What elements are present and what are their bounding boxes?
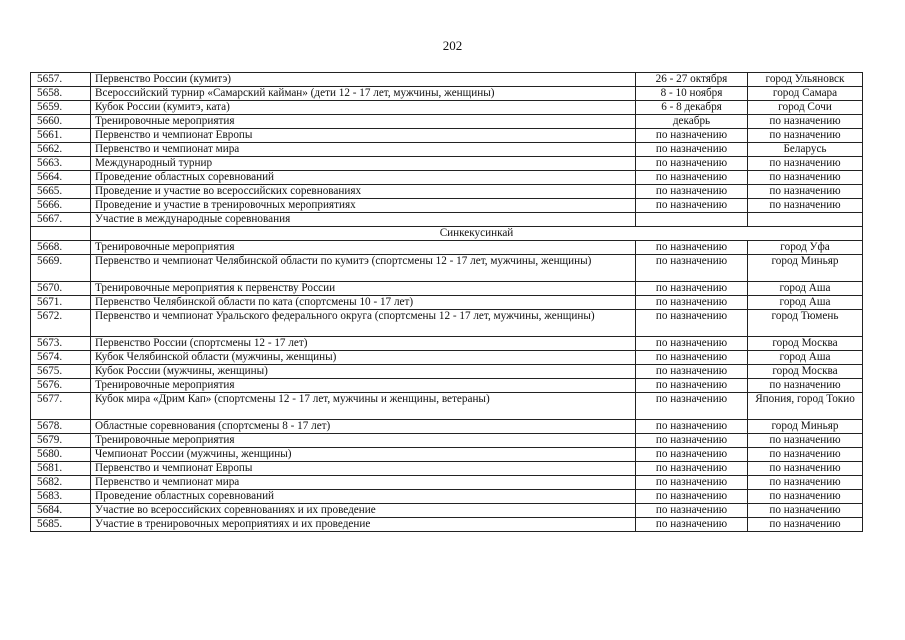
row-number: 5677.: [31, 393, 91, 420]
event-place: по назначению: [748, 115, 863, 129]
table-row: [31, 296, 863, 310]
event-date: по назначению: [636, 504, 748, 518]
event-date: по назначению: [636, 255, 748, 282]
event-place: по назначению: [748, 518, 863, 532]
event-place: город Аша: [748, 351, 863, 365]
table-row: [31, 87, 863, 101]
row-number: 5682.: [31, 476, 91, 490]
table-row: [31, 185, 863, 199]
events-table-body-b: [31, 241, 863, 532]
table-row: [31, 310, 863, 337]
event-name: Участие в международные соревнования: [91, 213, 636, 227]
event-place: по назначению: [748, 199, 863, 213]
event-place: город Ульяновск: [748, 73, 863, 87]
event-name: Международный турнир: [91, 157, 636, 171]
event-place: город Уфа: [748, 241, 863, 255]
event-date: по назначению: [636, 129, 748, 143]
page-number: 202: [442, 38, 463, 53]
row-number: 5662.: [31, 143, 91, 157]
event-name: Первенство и чемпионат Уральского федерального округа (спортсмены 12 - 17 лет, мужчины, женщины): [91, 310, 636, 337]
event-place: город Сочи: [748, 101, 863, 115]
row-number: 5667.: [31, 213, 91, 227]
event-date: по назначению: [636, 476, 748, 490]
events-table: [30, 72, 863, 532]
event-name: Кубок Челябинской области (мужчины, женщины): [91, 351, 636, 365]
table-row: [31, 282, 863, 296]
row-number: 5679.: [31, 434, 91, 448]
event-place: город Самара: [748, 87, 863, 101]
event-place: по назначению: [748, 490, 863, 504]
table-row: [31, 490, 863, 504]
event-date: по назначению: [636, 185, 748, 199]
event-place: город Миньяр: [748, 255, 863, 282]
event-date: по назначению: [636, 462, 748, 476]
event-place: по назначению: [748, 504, 863, 518]
event-name: Тренировочные мероприятия: [91, 379, 636, 393]
event-name: Проведение областных соревнований: [91, 490, 636, 504]
table-row: [31, 462, 863, 476]
event-date: 8 - 10 ноября: [636, 87, 748, 101]
table-row: [31, 101, 863, 115]
row-number: 5660.: [31, 115, 91, 129]
table-row: [31, 504, 863, 518]
table-row: [31, 420, 863, 434]
event-name: Кубок России (мужчины, женщины): [91, 365, 636, 379]
event-date: по назначению: [636, 448, 748, 462]
row-number: 5664.: [31, 171, 91, 185]
event-date: по назначению: [636, 490, 748, 504]
event-place: [748, 213, 863, 227]
table-row: [31, 157, 863, 171]
row-number: 5666.: [31, 199, 91, 213]
row-number: 5663.: [31, 157, 91, 171]
table-row: [31, 73, 863, 87]
row-number: 5683.: [31, 490, 91, 504]
event-place: город Москва: [748, 365, 863, 379]
event-date: по назначению: [636, 310, 748, 337]
event-place: по назначению: [748, 185, 863, 199]
table-row: [31, 393, 863, 420]
row-number: 5675.: [31, 365, 91, 379]
table-row: [31, 241, 863, 255]
event-name: Проведение и участие во всероссийских соревнованиях: [91, 185, 636, 199]
table-row: [31, 365, 863, 379]
event-date: по назначению: [636, 379, 748, 393]
event-name: Всероссийский турнир «Самарский кайман» (дети 12 - 17 лет, мужчины, женщины): [91, 87, 636, 101]
event-date: по назначению: [636, 337, 748, 351]
row-number: 5671.: [31, 296, 91, 310]
event-name: Первенство и чемпионат мира: [91, 143, 636, 157]
table-row: [31, 448, 863, 462]
table-row: [31, 476, 863, 490]
event-place: по назначению: [748, 448, 863, 462]
row-number: 5657.: [31, 73, 91, 87]
event-name: Первенство Челябинской области по ката (спортсмены 10 - 17 лет): [91, 296, 636, 310]
section-header: [31, 227, 863, 241]
row-number: 5681.: [31, 462, 91, 476]
event-date: по назначению: [636, 518, 748, 532]
event-name: Первенство и чемпионат мира: [91, 476, 636, 490]
event-name: Областные соревнования (спортсмены 8 - 17 лет): [91, 420, 636, 434]
section-title: Синкекусинкай: [91, 227, 863, 241]
table-row: [31, 171, 863, 185]
events-table-body-a: [31, 73, 863, 227]
row-number: 5670.: [31, 282, 91, 296]
row-number: 5676.: [31, 379, 91, 393]
table-row: [31, 115, 863, 129]
event-name: Проведение областных соревнований: [91, 171, 636, 185]
event-name: Кубок России (кумитэ, ката): [91, 101, 636, 115]
event-place: по назначению: [748, 379, 863, 393]
event-name: Участие в тренировочных мероприятиях и их проведение: [91, 518, 636, 532]
event-name: Первенство и чемпионат Европы: [91, 462, 636, 476]
table-row: [31, 255, 863, 282]
event-name: Кубок мира «Дрим Кап» (спортсмены 12 - 17 лет, мужчины и женщины, ветераны): [91, 393, 636, 420]
event-place: Япония, город Токио: [748, 393, 863, 420]
table-row: [31, 434, 863, 448]
row-number: 5674.: [31, 351, 91, 365]
event-place: по назначению: [748, 157, 863, 171]
event-place: город Тюмень: [748, 310, 863, 337]
event-place: по назначению: [748, 129, 863, 143]
event-date: по назначению: [636, 143, 748, 157]
event-name: Тренировочные мероприятия к первенству России: [91, 282, 636, 296]
event-date: по назначению: [636, 157, 748, 171]
event-name: Участие во всероссийских соревнованиях и их проведение: [91, 504, 636, 518]
table-row: [31, 213, 863, 227]
table-row: [31, 351, 863, 365]
event-name: Тренировочные мероприятия: [91, 434, 636, 448]
event-date: по назначению: [636, 351, 748, 365]
row-number: 5668.: [31, 241, 91, 255]
event-date: по назначению: [636, 171, 748, 185]
row-number: 5658.: [31, 87, 91, 101]
event-place: по назначению: [748, 434, 863, 448]
row-number: 5678.: [31, 420, 91, 434]
table-row: [31, 337, 863, 351]
table-row: [31, 199, 863, 213]
event-date: [636, 213, 748, 227]
event-date: по назначению: [636, 434, 748, 448]
row-number: 5684.: [31, 504, 91, 518]
event-date: 26 - 27 октября: [636, 73, 748, 87]
event-name: Первенство России (спортсмены 12 - 17 лет): [91, 337, 636, 351]
row-number: 5685.: [31, 518, 91, 532]
row-number: 5673.: [31, 337, 91, 351]
event-name: Чемпионат России (мужчины, женщины): [91, 448, 636, 462]
event-name: Первенство и чемпионат Челябинской области по кумитэ (спортсмены 12 - 17 лет, мужчины, женщины): [91, 255, 636, 282]
row-number: 5665.: [31, 185, 91, 199]
event-date: по назначению: [636, 199, 748, 213]
table-row: [31, 379, 863, 393]
event-place: город Миньяр: [748, 420, 863, 434]
event-date: по назначению: [636, 365, 748, 379]
event-name: Тренировочные мероприятия: [91, 115, 636, 129]
table-row: [31, 129, 863, 143]
row-number: 5680.: [31, 448, 91, 462]
event-place: по назначению: [748, 171, 863, 185]
table-row: [31, 518, 863, 532]
event-name: Первенство России (кумитэ): [91, 73, 636, 87]
event-name: Тренировочные мероприятия: [91, 241, 636, 255]
event-name: Первенство и чемпионат Европы: [91, 129, 636, 143]
event-place: город Москва: [748, 337, 863, 351]
event-date: декабрь: [636, 115, 748, 129]
row-number: 5672.: [31, 310, 91, 337]
row-number: 5659.: [31, 101, 91, 115]
event-name: Проведение и участие в тренировочных мероприятиях: [91, 199, 636, 213]
event-date: по назначению: [636, 420, 748, 434]
row-number: 5669.: [31, 255, 91, 282]
event-date: по назначению: [636, 282, 748, 296]
event-place: город Аша: [748, 282, 863, 296]
event-date: 6 - 8 декабря: [636, 101, 748, 115]
event-date: по назначению: [636, 296, 748, 310]
table-row: [31, 143, 863, 157]
row-number: 5661.: [31, 129, 91, 143]
event-place: Беларусь: [748, 143, 863, 157]
event-place: по назначению: [748, 476, 863, 490]
event-date: по назначению: [636, 241, 748, 255]
event-place: по назначению: [748, 462, 863, 476]
event-date: по назначению: [636, 393, 748, 420]
event-place: город Аша: [748, 296, 863, 310]
